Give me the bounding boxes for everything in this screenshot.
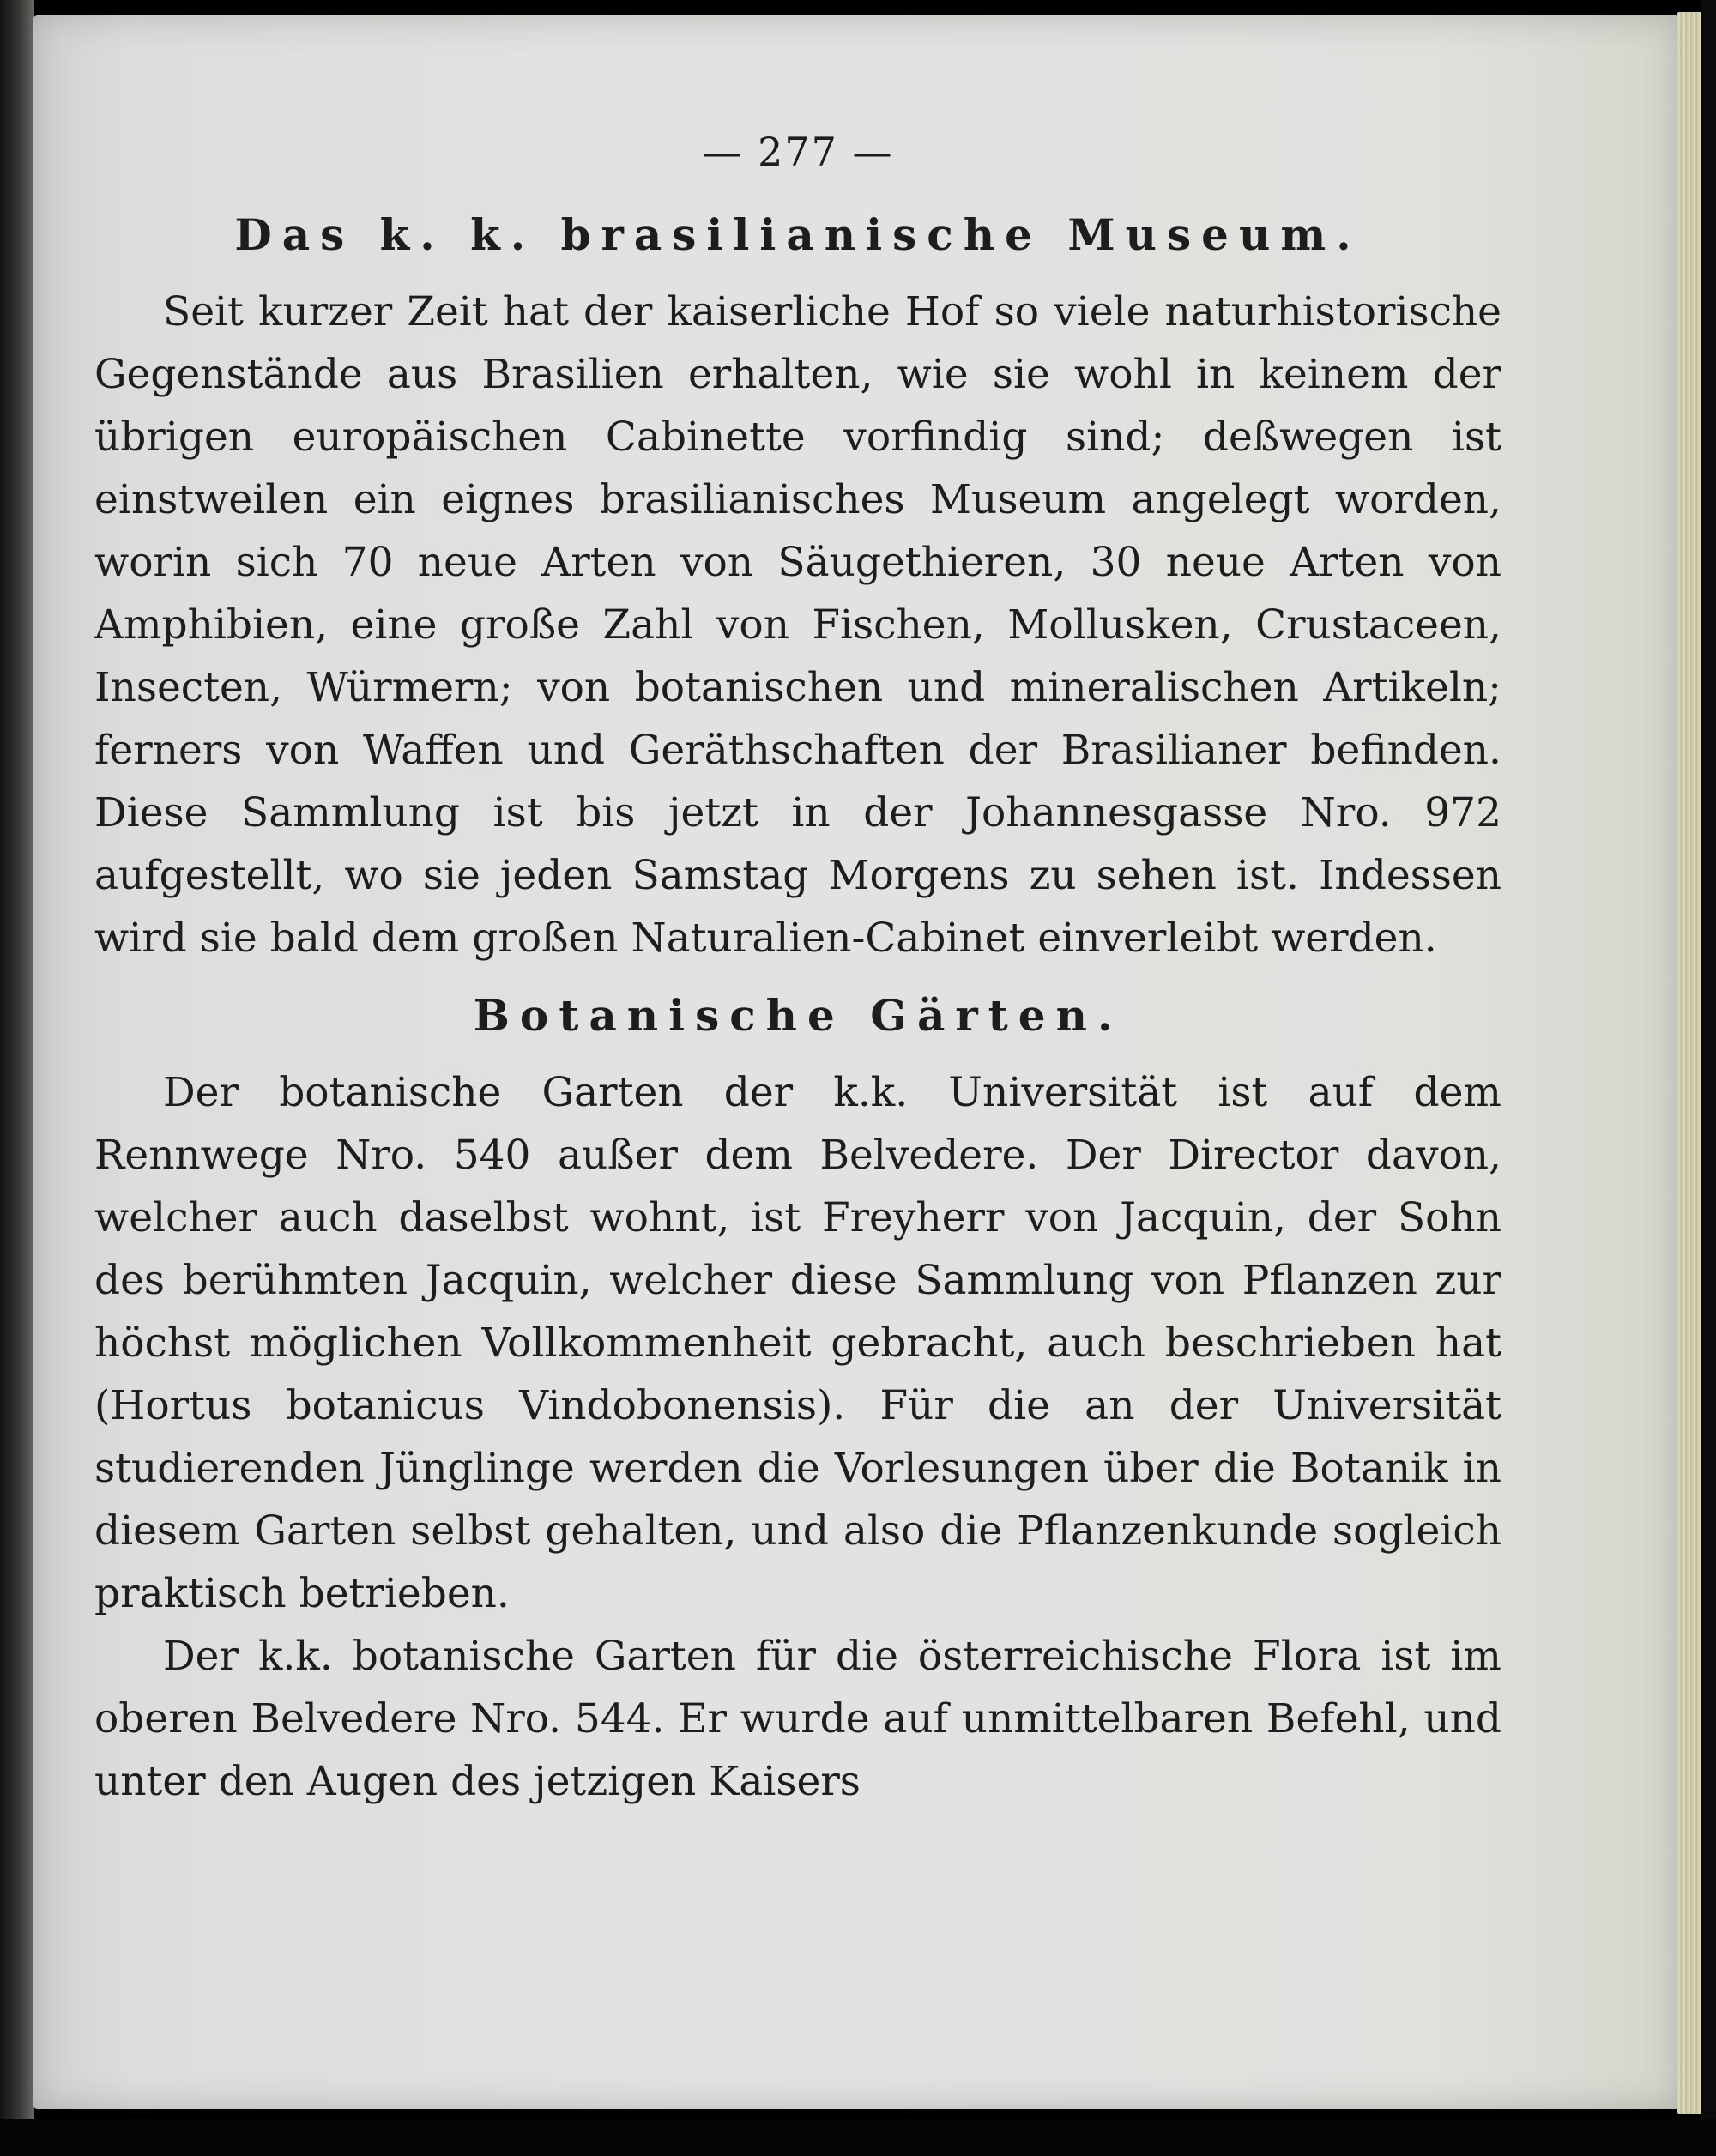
paragraph-austrian-flora-garden: Der k.k. botanische Garten für die österreichische Flora ist im oberen Belvedere Nro. 544. Er wurde auf unmittelbaren Befehl, und unter den Augen des jetzigen Kaisers (94, 1633, 1502, 1805)
paragraph-university-garden: Der botanische Garten der k.k. Universität ist auf dem Rennwege Nro. 540 außer dem Belvedere. Der Director davon, welcher auch daselbst wohnt, ist Freyherr von Jacquin, der Sohn des berühmten Jacquin, welcher diese Sammlung von Pflanzen zur höchst möglichen Vollkommenheit gebracht, auch beschrieben hat (Hortus botanicus Vindobonensis). Für die an der Universität studierenden Jünglinge werden die Vorlesungen über die Botanik in diesem Garten selbst gehalten, und also die Pflanzenkunde sogleich praktisch betrieben. (94, 1069, 1502, 1617)
page-fore-edge (1677, 12, 1701, 2114)
page-text (94, 129, 1502, 1813)
book-spine-edge (0, 0, 34, 2156)
scan-border-right (1701, 0, 1716, 2156)
paragraph-museum: Seit kurzer Zeit hat der kaiserliche Hof so viele naturhistorische Gegenstände aus Brasilien erhalten, wie sie wohl in keinem der übrigen europäischen Cabinette vorfindig sind; deßwegen ist einstweilen ein eignes brasilianisches Museum angelegt worden, worin sich 70 neue Arten von Säugethieren, 30 neue Arten von Amphibien, eine große Zahl von Fischen, Mollusken, Crustaceen, Insecten, Würmern; von botanischen und mineralischen Artikeln; ferners von Waffen und Geräthschaften der Brasilianer befinden. Diese Sammlung ist bis jetzt in der Johannesgasse Nro. 972 aufgestellt, wo sie jeden Samstag Morgens zu sehen ist. Indessen wird sie bald dem großen Naturalien-Cabinet einverleibt werden. (94, 288, 1502, 962)
section-gap (94, 969, 1502, 990)
scan-border-bottom (0, 2119, 1716, 2156)
page-number: — 277 — (702, 129, 894, 175)
section-heading-gardens: Botanische Gärten. (473, 990, 1123, 1041)
section-heading-museum: Das k. k. brasilianische Museum. (234, 209, 1362, 260)
